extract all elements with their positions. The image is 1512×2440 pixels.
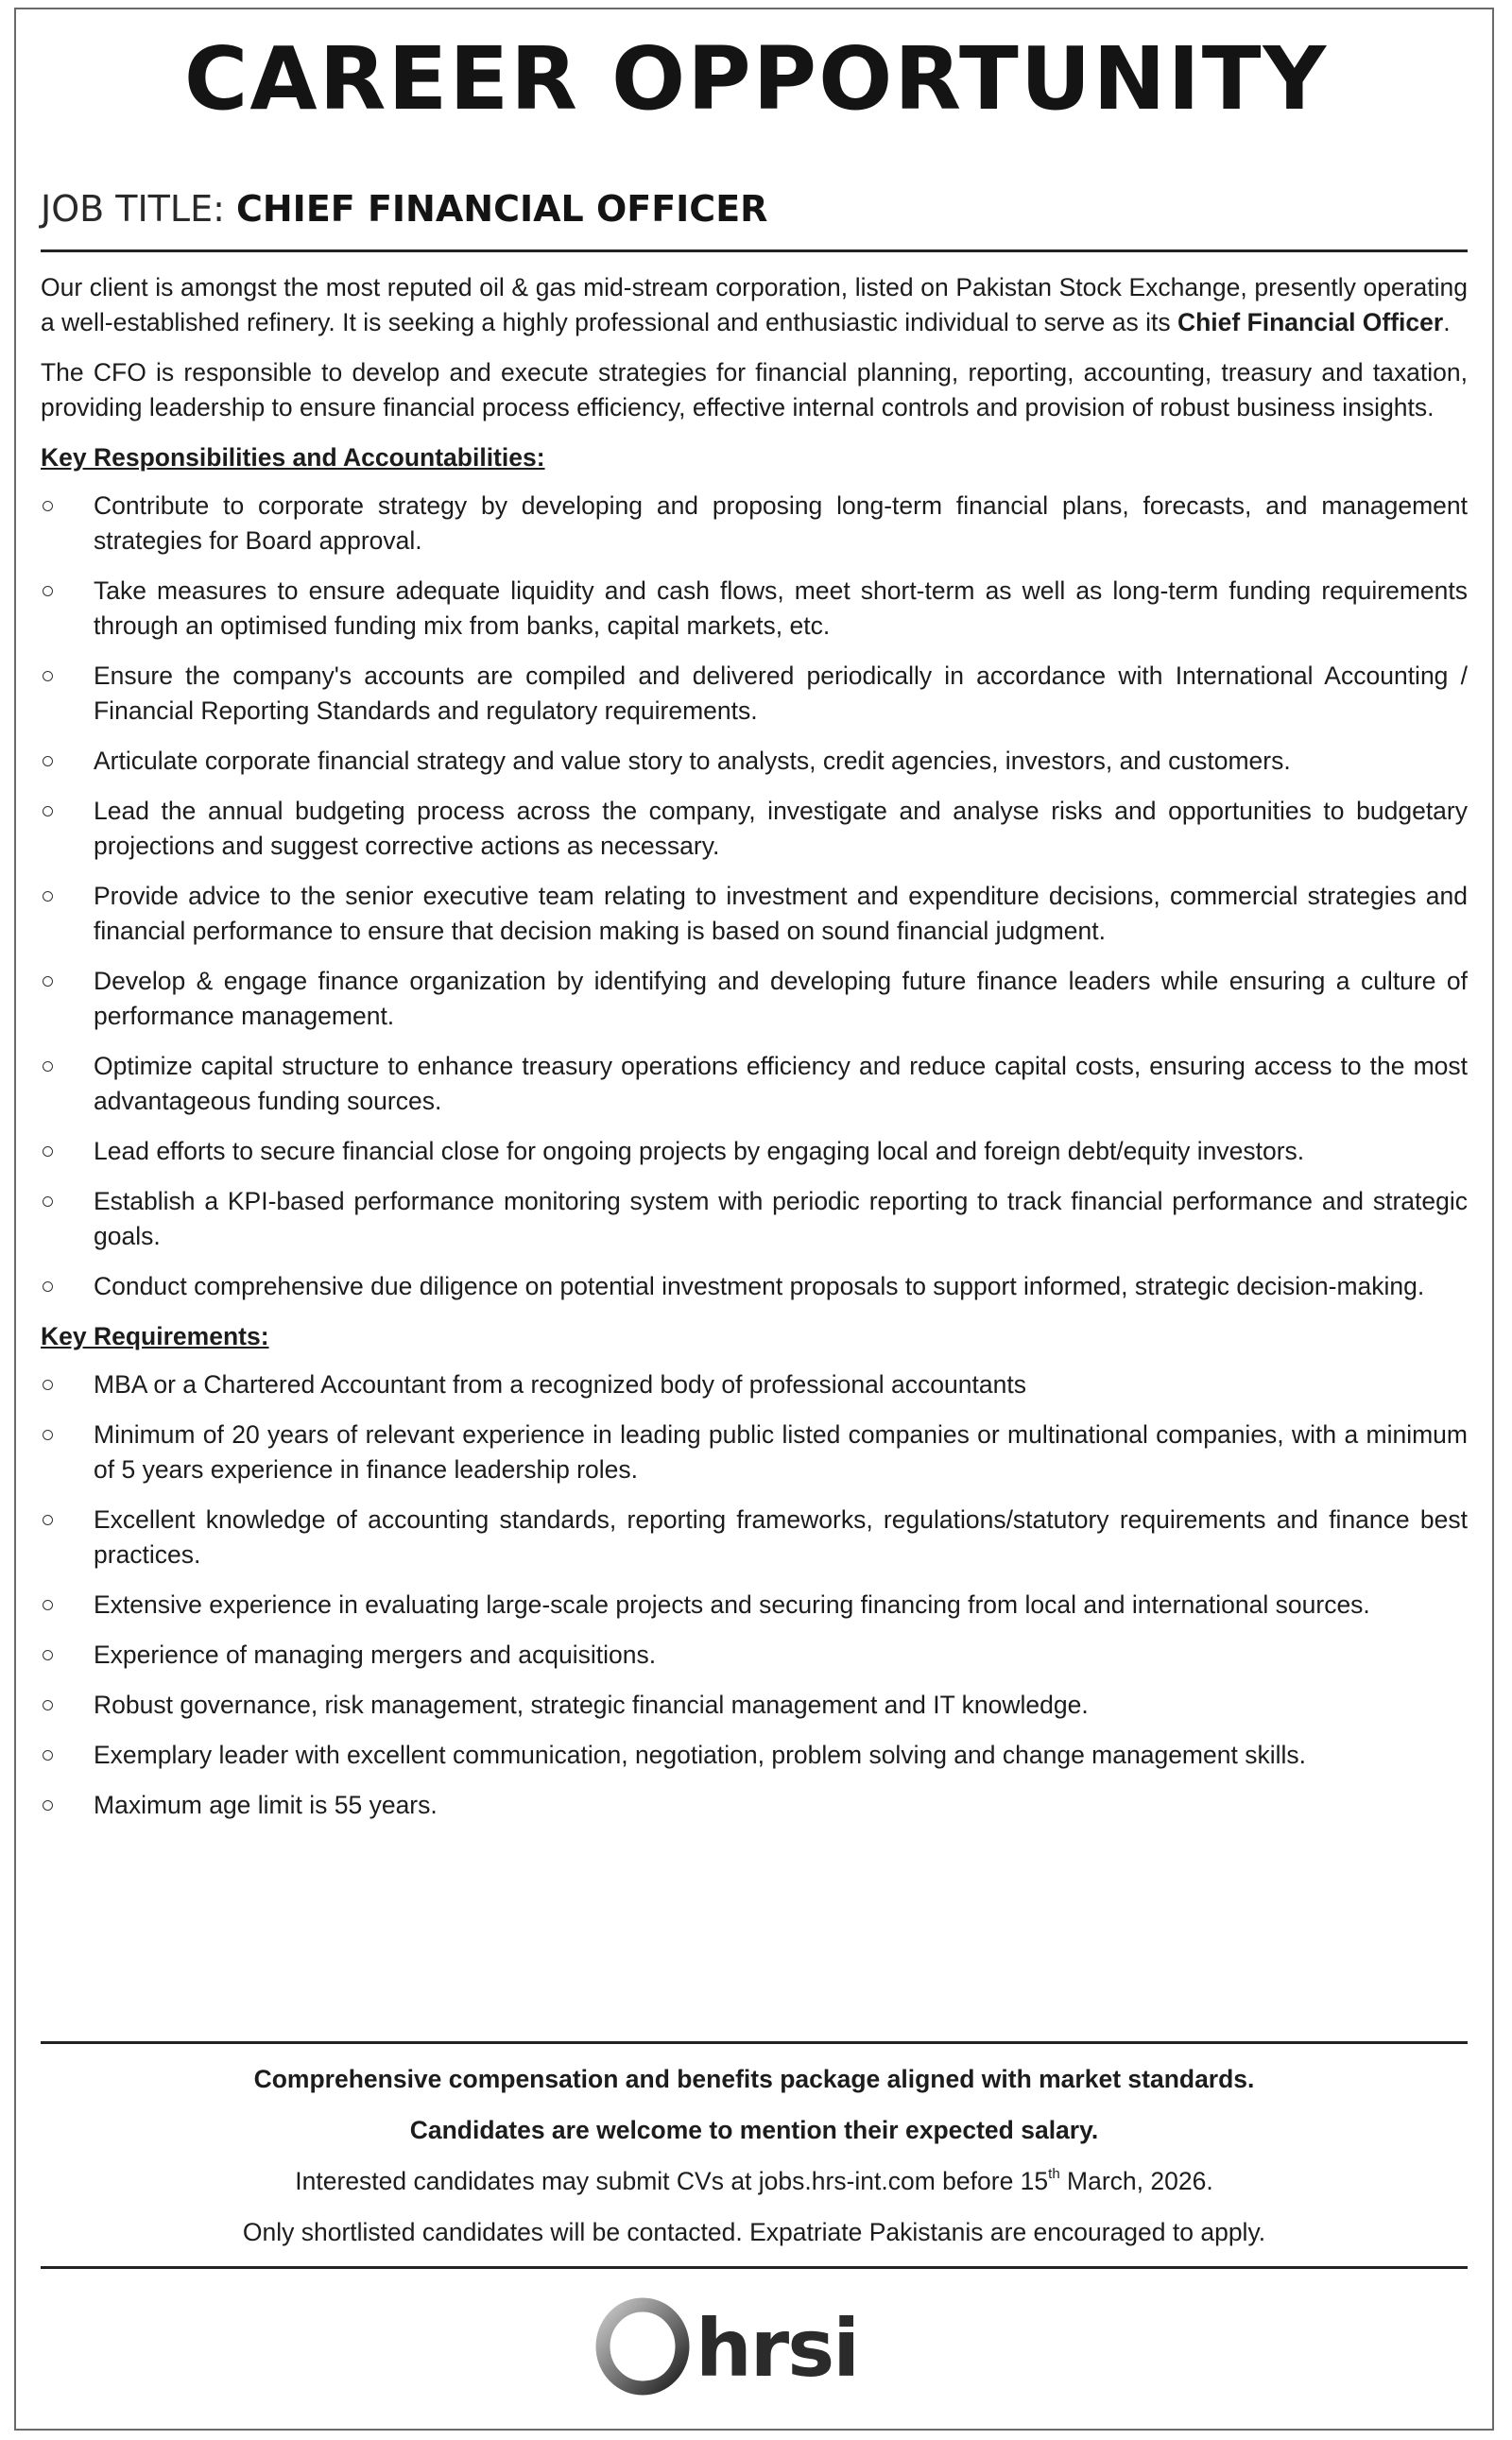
requirement-item-text: Robust governance, risk management, strategic financial management and IT knowledge. bbox=[94, 1691, 1089, 1719]
requirement-item bbox=[41, 1638, 1468, 1673]
requirement-item-text: Experience of managing mergers and acquisitions. bbox=[94, 1641, 657, 1669]
bullet-circle-icon bbox=[43, 1146, 53, 1157]
bullet-circle-icon bbox=[43, 891, 53, 902]
responsibility-item bbox=[41, 744, 1468, 779]
responsibility-item-text: Contribute to corporate strategy by developing and proposing long-term financial plans, forecasts, and management strategies for Board approval. bbox=[94, 491, 1468, 555]
bullet-circle-icon bbox=[43, 501, 53, 511]
footer-notes bbox=[41, 2062, 1468, 2266]
bullet-circle-icon bbox=[43, 806, 53, 816]
requirement-item bbox=[41, 1367, 1468, 1402]
hrsi-wordmark: hrsi bbox=[696, 2302, 859, 2395]
bullet-circle-icon bbox=[43, 1600, 53, 1610]
application-instructions: Interested candidates may submit CVs at jobs.hrs-int.com before 15th March, 2026. bbox=[295, 2166, 1213, 2195]
compensation-note: Comprehensive compensation and benefits package aligned with market standards. bbox=[253, 2065, 1255, 2093]
responsibility-item-text: Conduct comprehensive due diligence on potential investment proposals to support informed, strategic decision-making. bbox=[94, 1272, 1425, 1300]
requirement-item bbox=[41, 1588, 1468, 1623]
hrsi-logo bbox=[593, 2294, 924, 2398]
bullet-circle-icon bbox=[43, 1800, 53, 1811]
requirement-item-text: Minimum of 20 years of relevant experience in leading public listed companies or multinational companies, with a minimum of 5 years experience in finance leadership roles. bbox=[94, 1420, 1468, 1484]
bullet-circle-icon bbox=[43, 1380, 53, 1390]
requirement-item-text: Exemplary leader with excellent communication, negotiation, problem solving and change management skills. bbox=[94, 1741, 1306, 1769]
requirement-item bbox=[41, 1688, 1468, 1723]
bullet-circle-icon bbox=[43, 671, 53, 681]
bullet-circle-icon bbox=[43, 1515, 53, 1525]
footer-divider bbox=[41, 2266, 1468, 2269]
responsibilities-list bbox=[41, 489, 1468, 1304]
responsibility-item bbox=[41, 794, 1468, 864]
responsibility-item-text: Lead the annual budgeting process across the company, investigate and analyse risks and opportunities to budgetary projections and suggest corrective actions as necessary. bbox=[94, 797, 1468, 860]
responsibility-item bbox=[41, 1184, 1468, 1254]
responsibility-item-text: Take measures to ensure adequate liquidity and cash flows, meet short-term as well as long-term funding requirements through an optimised funding mix from banks, capital markets, etc. bbox=[94, 576, 1468, 640]
bullet-circle-icon bbox=[43, 1650, 53, 1660]
requirements-list bbox=[41, 1367, 1468, 1823]
responsibility-item bbox=[41, 1269, 1468, 1304]
top-divider bbox=[41, 249, 1468, 252]
shortlist-note: Only shortlisted candidates will be contacted. Expatriate Pakistanis are encouraged to apply. bbox=[242, 2218, 1266, 2246]
bullet-circle-icon bbox=[43, 1281, 53, 1292]
requirement-item bbox=[41, 1738, 1468, 1773]
bullet-circle-icon bbox=[43, 976, 53, 987]
responsibility-item-text: Lead efforts to secure financial close for ongoing projects by engaging local and foreign debt/equity investors. bbox=[94, 1137, 1305, 1165]
intro-paragraph: Our client is amongst the most reputed oil & gas mid-stream corporation, listed on Pakistan Stock Exchange, presently operating a well-established refinery. It is seeking a highly professional and enthusiastic individual to serve as its Chief Financial Officer. bbox=[41, 273, 1468, 336]
responsibility-item bbox=[41, 489, 1468, 558]
responsibility-item bbox=[41, 964, 1468, 1034]
job-title-value: CHIEF FINANCIAL OFFICER bbox=[235, 188, 768, 230]
responsibility-item-text: Articulate corporate financial strategy and value story to analysts, credit agencies, investors, and customers. bbox=[94, 747, 1291, 775]
salary-note: Candidates are welcome to mention their expected salary. bbox=[409, 2116, 1099, 2144]
hrsi-ring-logo-icon bbox=[603, 2305, 682, 2388]
requirements-heading: Key Requirements: bbox=[41, 1322, 269, 1350]
responsibility-item bbox=[41, 1049, 1468, 1119]
requirement-item-text: Extensive experience in evaluating large-scale projects and securing financing from local and international sources. bbox=[94, 1590, 1370, 1619]
intro-position-name: Chief Financial Officer bbox=[1177, 308, 1444, 336]
requirement-item-text: Excellent knowledge of accounting standards, reporting frameworks, regulations/statutory requirements and finance best practices. bbox=[94, 1505, 1468, 1569]
requirement-item bbox=[41, 1788, 1468, 1823]
bullet-circle-icon bbox=[43, 1750, 53, 1761]
bullet-circle-icon bbox=[43, 1196, 53, 1207]
job-title bbox=[41, 188, 768, 230]
responsibilities-heading: Key Responsibilities and Accountabilities: bbox=[41, 443, 545, 472]
responsibility-item bbox=[41, 879, 1468, 949]
responsibility-item bbox=[41, 1134, 1468, 1169]
job-description bbox=[41, 270, 1468, 1838]
bullet-circle-icon bbox=[43, 1061, 53, 1072]
bullet-circle-icon bbox=[43, 586, 53, 596]
responsibility-item-text: Ensure the company's accounts are compiled and delivered periodically in accordance with International Accounting / Financial Reporting Standards and regulatory requirements. bbox=[94, 662, 1468, 725]
bullet-circle-icon bbox=[43, 1430, 53, 1440]
responsibility-item-text: Establish a KPI-based performance monitoring system with periodic reporting to track financial performance and strategic goals. bbox=[94, 1187, 1468, 1250]
responsibility-item bbox=[41, 659, 1468, 729]
page-headline: CAREER OPPORTUNITY bbox=[183, 28, 1329, 129]
bottom-divider bbox=[41, 2041, 1468, 2044]
responsibility-item-text: Provide advice to the senior executive team relating to investment and expenditure decisions, commercial strategies and financial performance to ensure that decision making is based on sound financial judgment. bbox=[94, 882, 1468, 945]
requirement-item bbox=[41, 1503, 1468, 1572]
bullet-circle-icon bbox=[43, 1700, 53, 1710]
job-title-label: JOB TITLE: bbox=[41, 188, 225, 230]
requirement-item-text: Maximum age limit is 55 years. bbox=[94, 1791, 438, 1819]
responsibility-item-text: Optimize capital structure to enhance treasury operations efficiency and reduce capital costs, ensuring access to the most advantageous funding sources. bbox=[94, 1052, 1468, 1115]
requirement-item-text: MBA or a Chartered Accountant from a recognized body of professional accountants bbox=[94, 1370, 1026, 1399]
responsibility-item bbox=[41, 574, 1468, 644]
requirement-item bbox=[41, 1418, 1468, 1487]
bullet-circle-icon bbox=[43, 756, 53, 766]
responsibility-item-text: Develop & engage finance organization by identifying and developing future finance leaders while ensuring a culture of performance management. bbox=[94, 967, 1468, 1030]
role-summary-paragraph: The CFO is responsible to develop and execute strategies for financial planning, reporting, accounting, treasury and taxation, providing leadership to ensure financial process efficiency, effective internal controls and provision of robust business insights. bbox=[41, 358, 1468, 421]
